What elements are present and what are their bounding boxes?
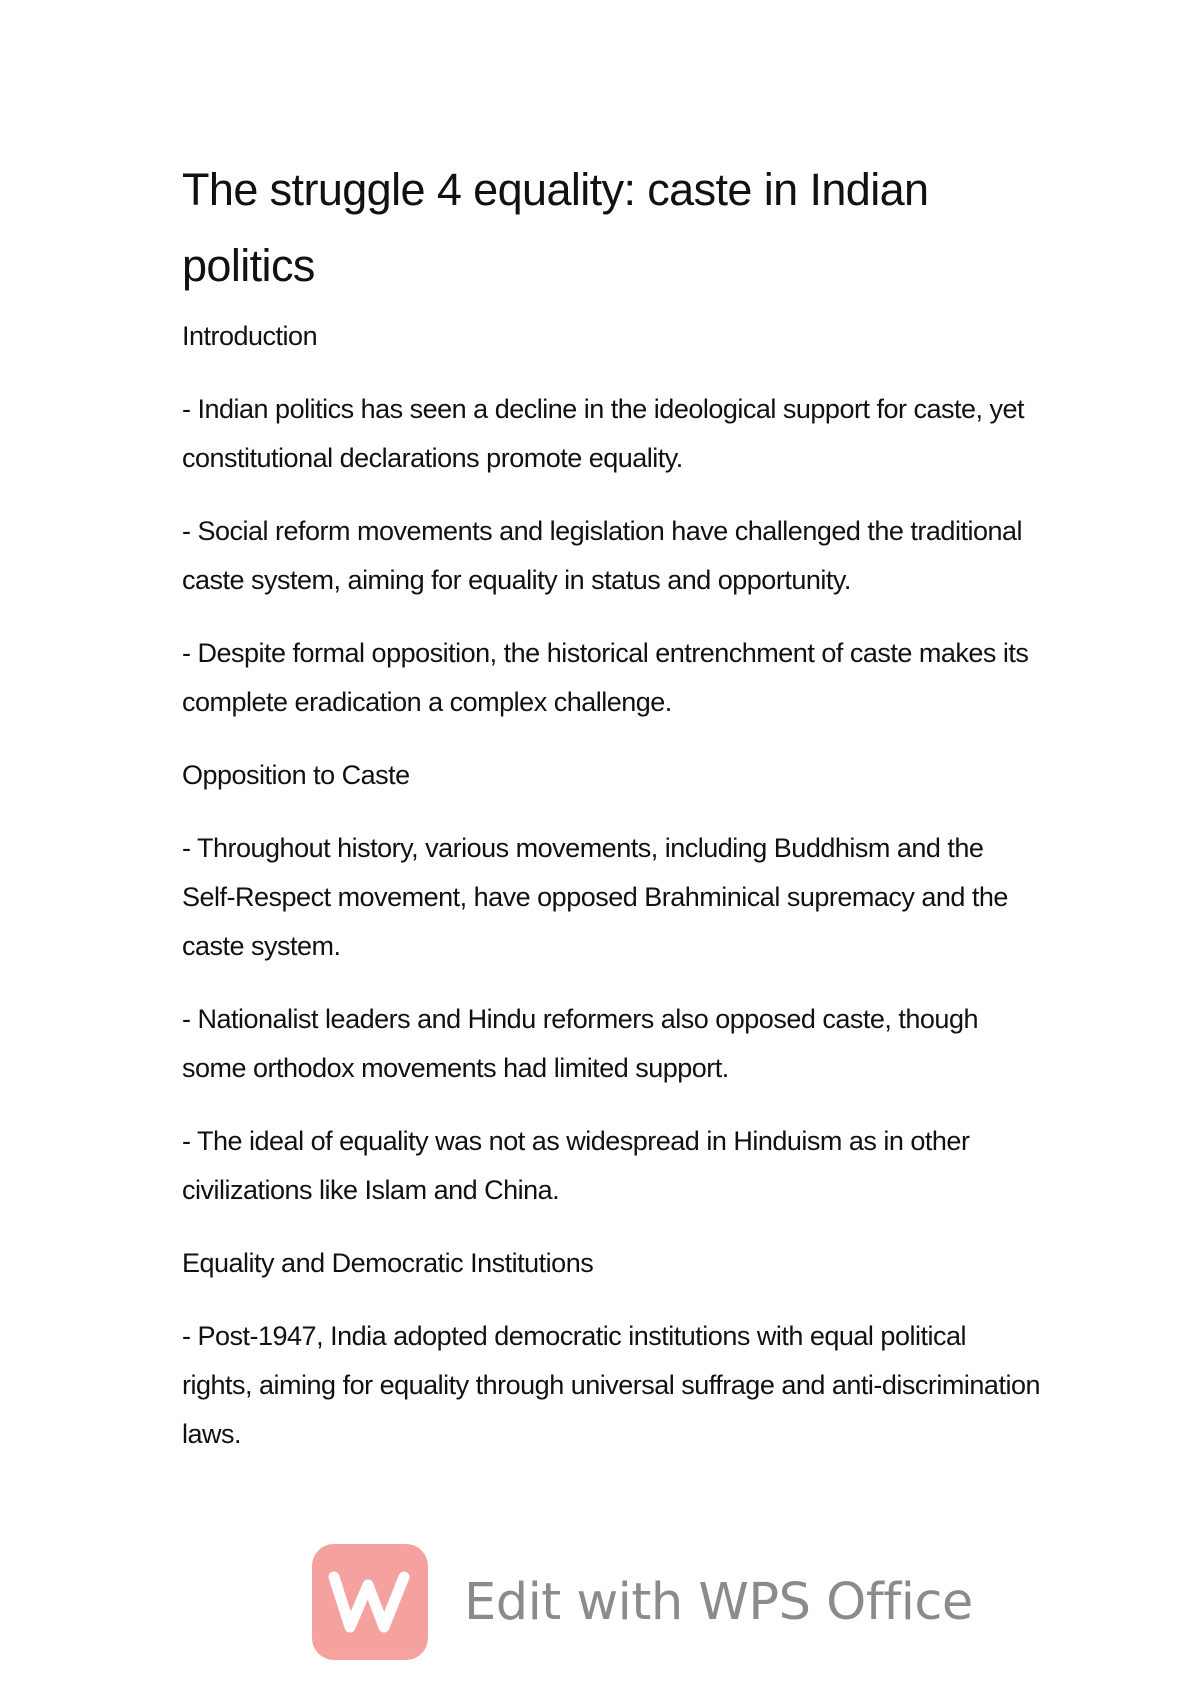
paragraph: - Post-1947, India adopted democratic institutions with equal political rights, aiming for equality through universal suffrage and anti-discrimination laws. [182,1321,1040,1449]
paragraph: - Indian politics has seen a decline in the ideological support for caste, yet constitutional declarations promote equality. [182,394,1025,473]
paragraph: - The ideal of equality was not as widespread in Hinduism as in other civilizations like Islam and China. [182,1126,970,1205]
document-content [182,152,1042,1483]
paragraph: - Nationalist leaders and Hindu reformers also opposed caste, though some orthodox movements had limited support. [182,1004,978,1083]
paragraph: - Throughout history, various movements, including Buddhism and the Self-Respect movement, have opposed Brahminical supremacy and the caste system. [182,833,1008,961]
section-heading-opposition-to-caste: Opposition to Caste [182,760,410,790]
watermark-text: Edit with WPS Office [464,1572,973,1632]
section-heading-equality-democratic-institutions: Equality and Democratic Institutions [182,1248,594,1278]
document-title: The struggle 4 equality: caste in Indian politics [182,164,929,291]
paragraph: - Social reform movements and legislation have challenged the traditional caste system, aiming for equality in status and opportunity. [182,516,1022,595]
wps-logo-icon [312,1544,428,1660]
paragraph: - Despite formal opposition, the historical entrenchment of caste makes its complete eradication a complex challenge. [182,638,1029,717]
section-heading-introduction: Introduction [182,321,318,351]
wps-watermark[interactable] [312,1544,973,1660]
